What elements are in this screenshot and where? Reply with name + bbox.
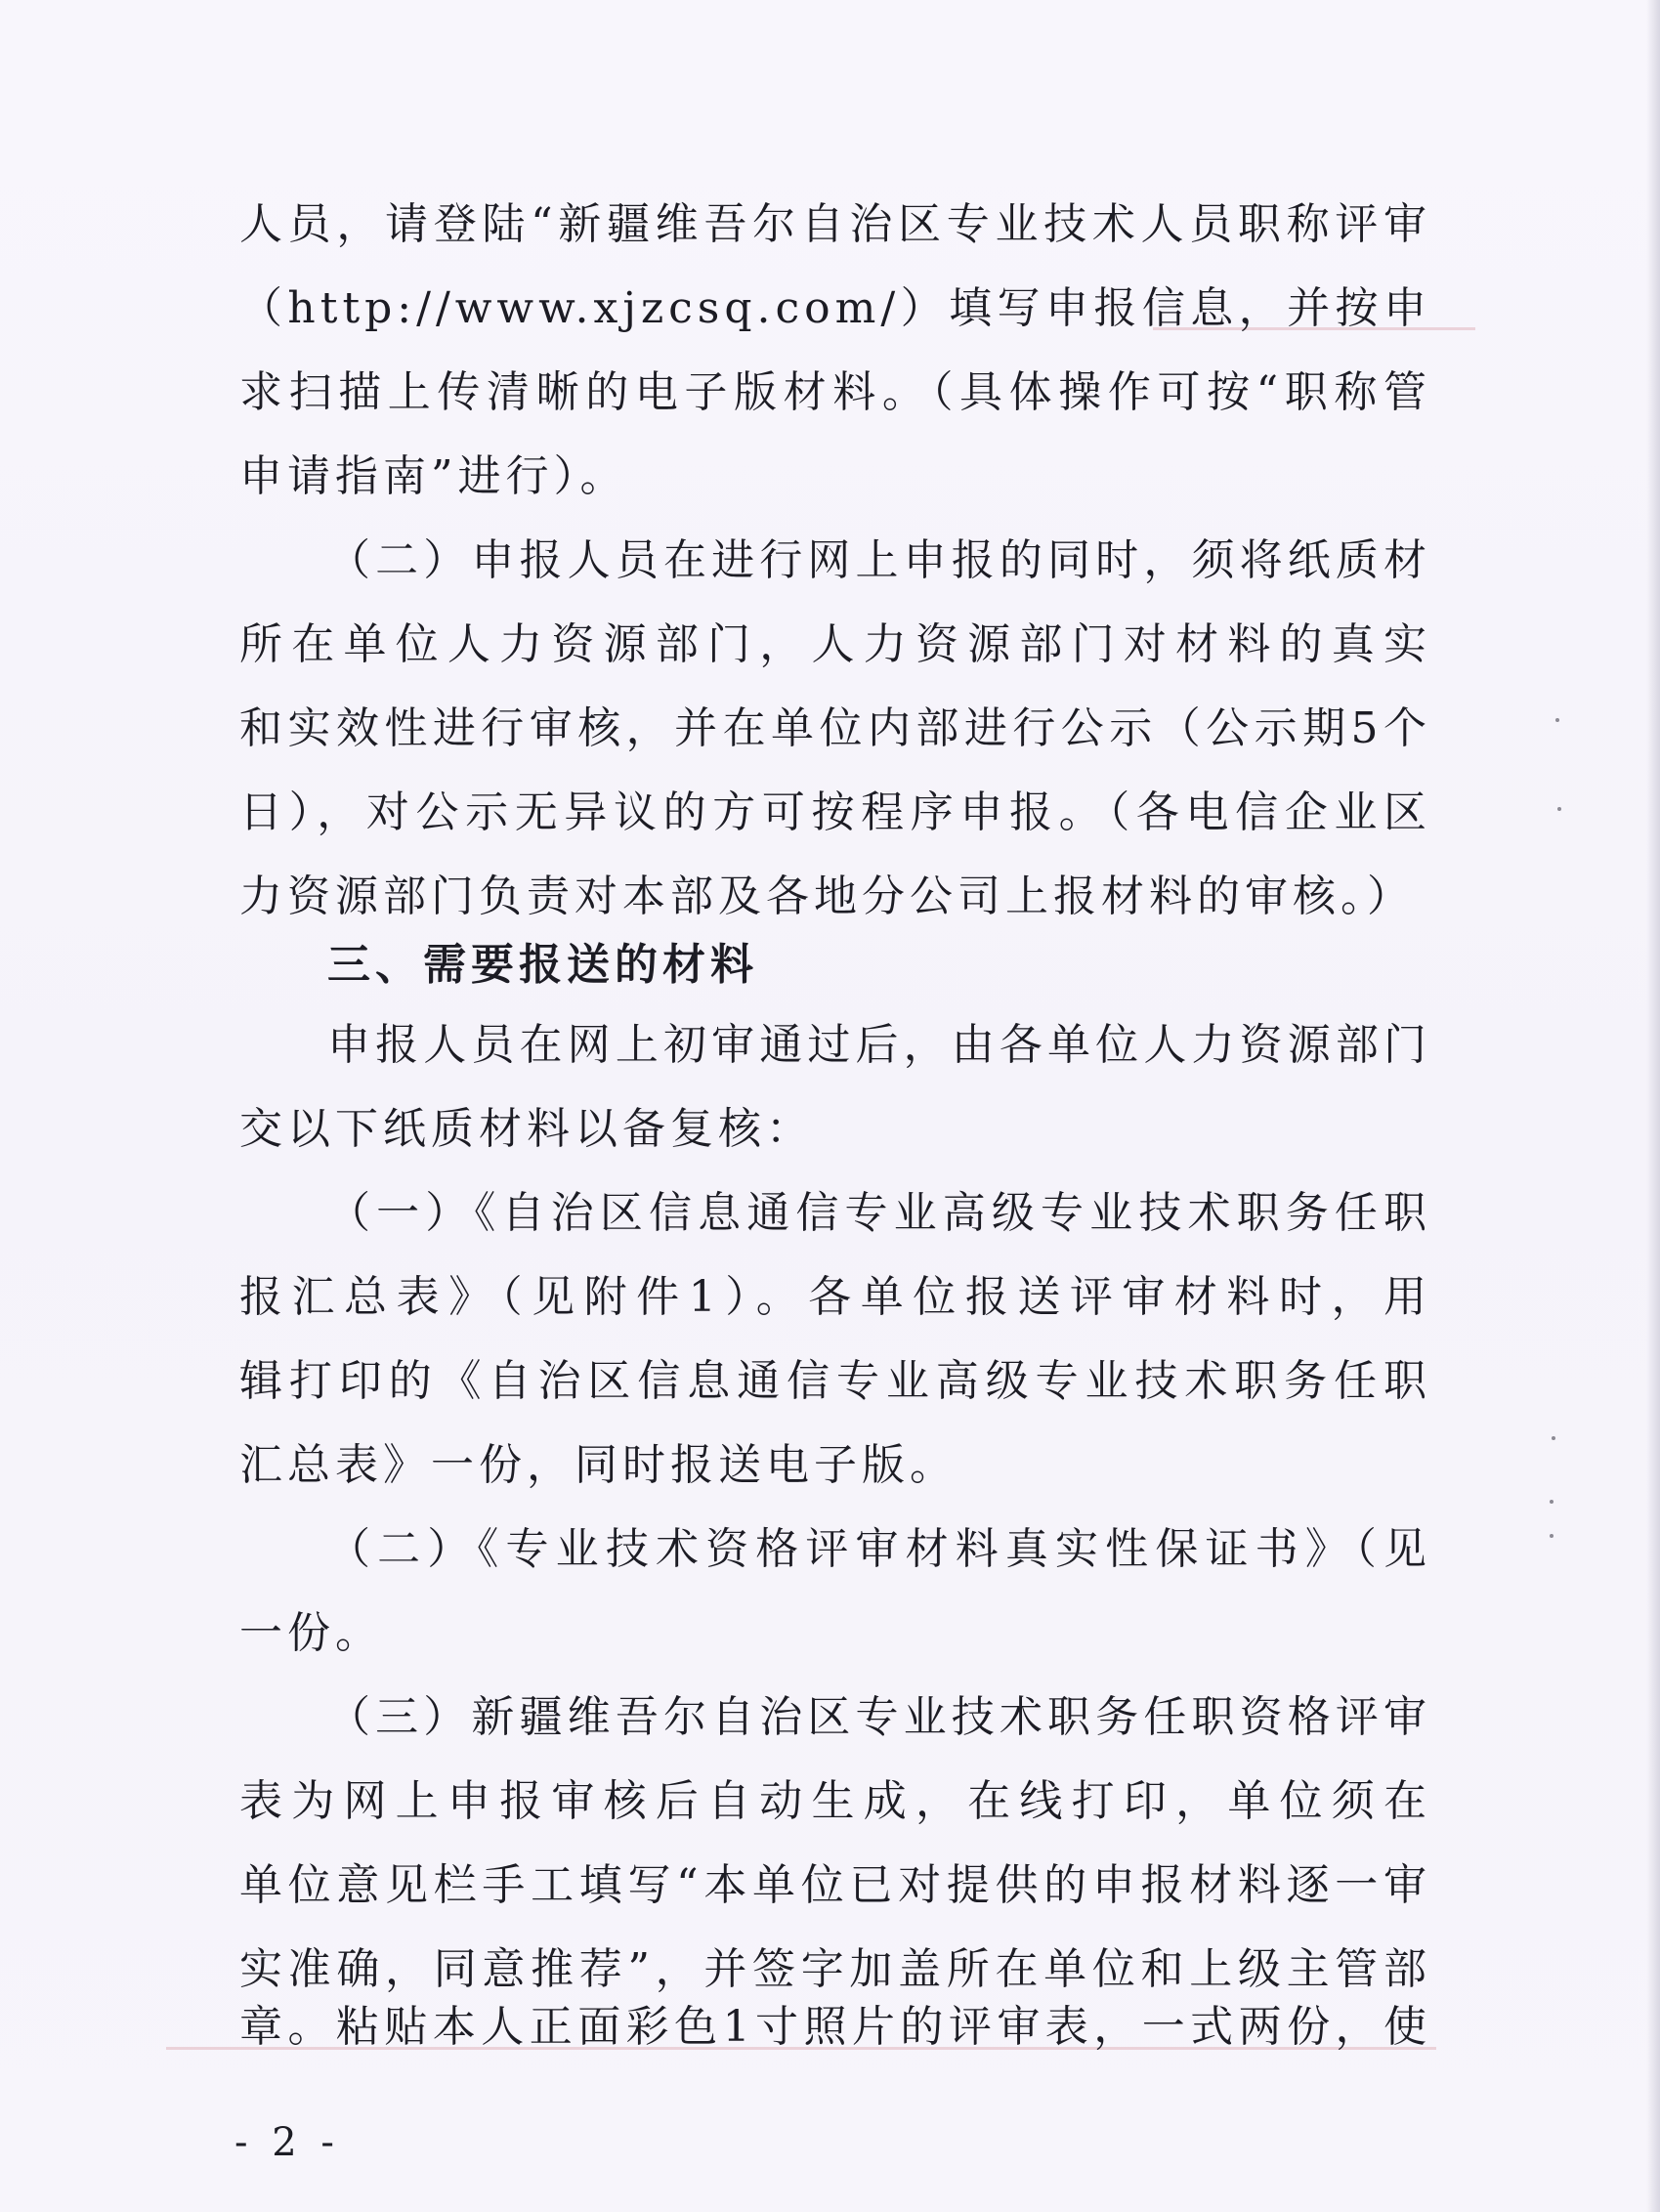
page-edge-shadow xyxy=(1646,0,1660,2212)
body-line: 一份。 xyxy=(239,1608,383,1658)
body-line: 和实效性进行审核，并在单位内部进行公示（公示期5个 xyxy=(239,703,1431,753)
scan-speck xyxy=(1550,1500,1554,1504)
paragraph-start-line: （三）新疆维吾尔自治区专业技术职务任职资格评审 xyxy=(327,1692,1431,1742)
body-line: 实准确，同意推荐”，并签字加盖所在单位和上级主管部 xyxy=(239,1944,1431,1994)
body-line: 所在单位人力资源部门，人力资源部门对材料的真实 xyxy=(239,619,1431,669)
body-line: （http://www.xjzcsq.com/）填写申报信息，并按申 xyxy=(239,283,1431,333)
body-line: 辑打印的《自治区信息通信专业高级专业技术职务任职 xyxy=(239,1356,1431,1406)
paragraph-start-line: （二）申报人员在进行网上申报的同时，须将纸质材 xyxy=(327,535,1431,585)
body-line: 日），对公示无异议的方可按程序申报。（各电信企业区 xyxy=(239,787,1431,837)
scan-speck xyxy=(1555,718,1559,722)
body-line: 力资源部门负责对本部及各地分公司上报材料的审核。） xyxy=(239,872,1415,921)
scan-speck xyxy=(1550,1534,1554,1538)
body-line: 表为网上申报审核后自动生成，在线打印，单位须在 xyxy=(239,1776,1431,1826)
body-line: 单位意见栏手工填写“本单位已对提供的申报材料逐一审 xyxy=(239,1860,1431,1910)
paragraph-start-line: （一）《自治区信息通信专业高级专业技术职务任职 xyxy=(327,1188,1431,1238)
section-heading: 三、需要报送的材料 xyxy=(327,940,758,990)
body-line: 章。粘贴本人正面彩色1寸照片的评审表，一式两份，使 xyxy=(239,2002,1431,2052)
body-line: 交以下纸质材料以备复核： xyxy=(239,1104,814,1154)
paragraph-start-line: （二）《专业技术资格评审材料真实性保证书》（见 xyxy=(327,1524,1431,1574)
paragraph-start-line: 申报人员在网上初审通过后，由各单位人力资源部门 xyxy=(327,1020,1431,1070)
body-line: 人员，请登陆“新疆维吾尔自治区专业技术人员职称评审 xyxy=(239,199,1431,249)
body-line: 汇总表》一份，同时报送电子版。 xyxy=(239,1440,958,1490)
scan-speck xyxy=(1557,807,1561,811)
body-line: 报汇总表》（见附件1）。各单位报送评审材料时，用 xyxy=(239,1272,1431,1322)
page-number: - 2 - xyxy=(234,2120,340,2165)
body-line: 申请指南”进行）。 xyxy=(239,451,628,501)
body-line: 求扫描上传清晰的电子版材料。（具体操作可按“职称管 xyxy=(239,367,1431,417)
scan-speck xyxy=(1552,1436,1555,1440)
